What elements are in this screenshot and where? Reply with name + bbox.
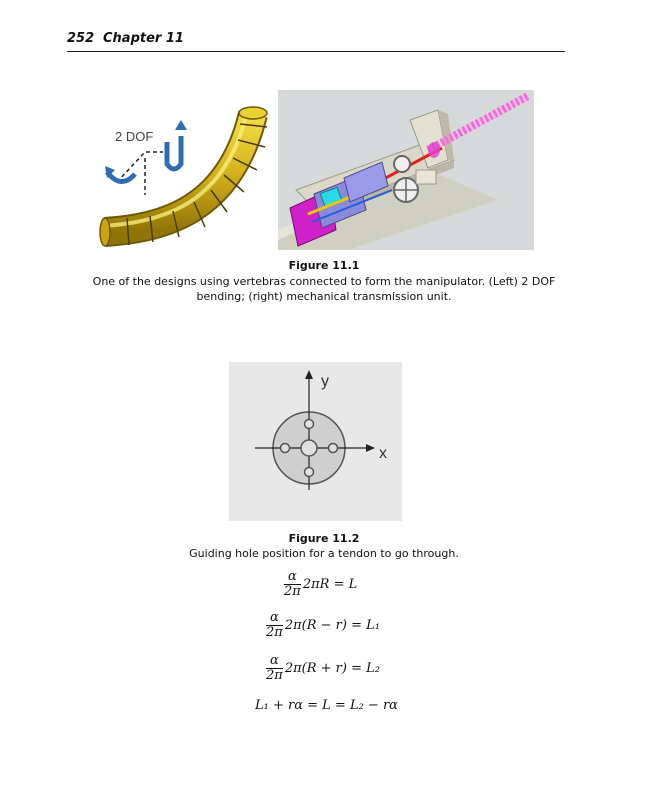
figure-11-2-label: Figure 11.2 (288, 532, 360, 545)
equation-2-rhs: 2π(R − r) = L₁ (284, 618, 380, 633)
equation-3-rhs: 2π(R + r) = L₂ (284, 661, 380, 676)
equation-2-numerator: α (266, 611, 283, 626)
figure-11-2-image (229, 362, 402, 521)
chapter-title: Chapter 11 (103, 31, 184, 46)
running-header (67, 31, 565, 52)
dof-label: 2 DOF (115, 129, 154, 144)
equation-3-denominator: 2π (266, 668, 283, 683)
equation-2 (266, 611, 380, 640)
figure-11-1-right-image (278, 90, 534, 250)
figure-11-1-caption: One of the designs using vertebras connected to form the manipulator. (Left) 2 DOF bending; (right) mechanical transmission unit. (92, 275, 556, 303)
bending-manipulator-illustration (95, 100, 275, 250)
equation-1 (284, 570, 357, 599)
transmission-unit-illustration (278, 90, 534, 250)
equation-1-denominator: 2π (284, 584, 301, 599)
equation-2-denominator: 2π (266, 625, 283, 640)
page-number: 252 (67, 31, 95, 46)
equation-1-rhs: 2πR = L (302, 577, 358, 592)
equation-1-fraction (284, 570, 301, 599)
equation-3-numerator: α (266, 654, 283, 669)
x-axis-label: x (379, 445, 387, 462)
y-axis-label: y (321, 373, 329, 390)
equation-1-numerator: α (284, 570, 301, 585)
equation-2-fraction (266, 611, 283, 640)
equation-3 (266, 654, 380, 683)
figure-11-2-caption: Guiding hole position for a tendon to go through. (189, 547, 459, 560)
figure-11-1-left-image (95, 100, 275, 250)
figure-11-1-label: Figure 11.1 (288, 259, 360, 272)
guiding-hole-diagram (229, 362, 402, 521)
equation-3-fraction (266, 654, 283, 683)
equation-4: L₁ + rα = L = L₂ − rα (255, 698, 398, 713)
